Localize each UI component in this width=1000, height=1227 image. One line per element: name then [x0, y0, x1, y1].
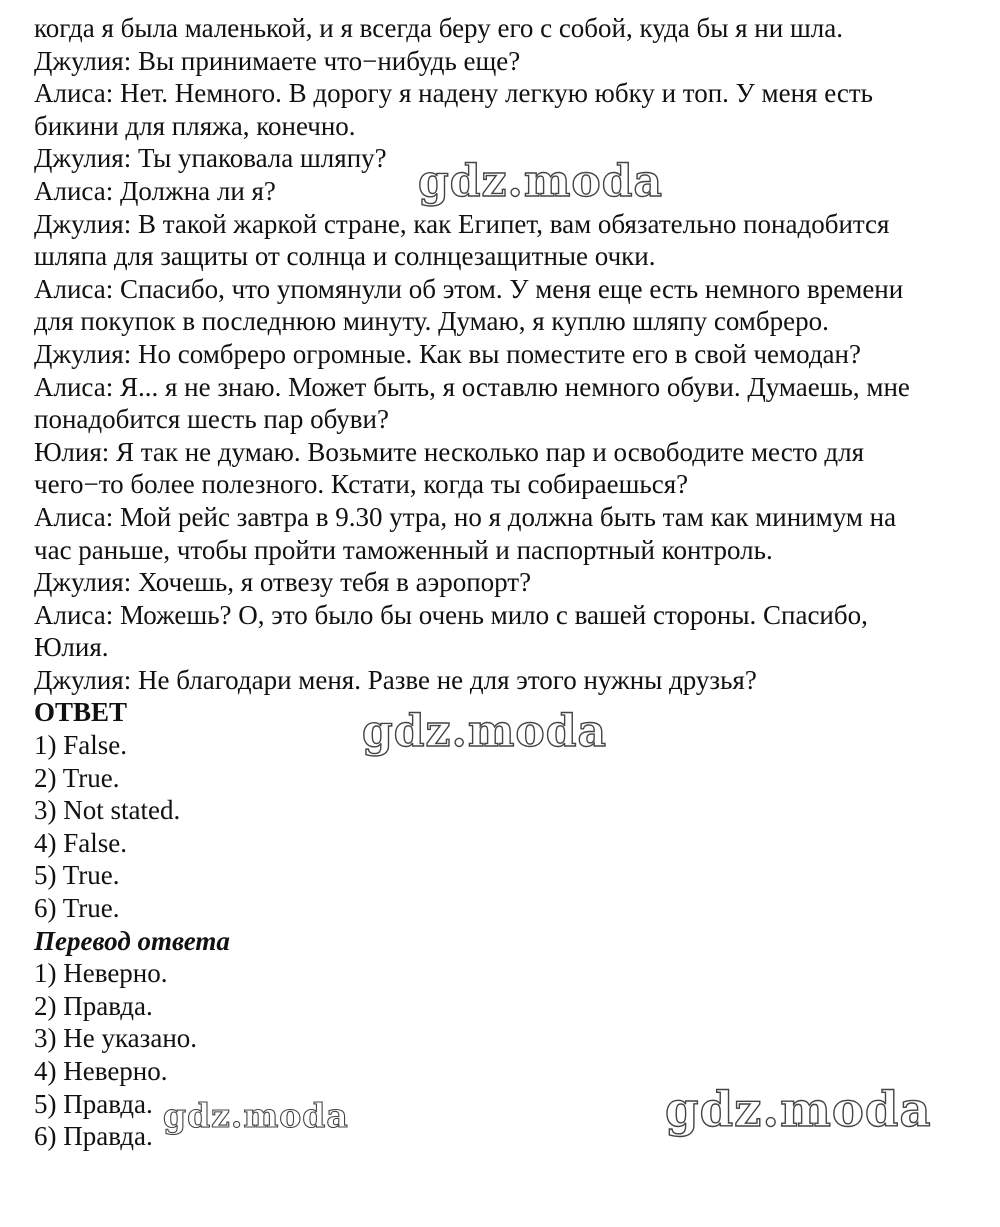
watermark: gdz.moda: [362, 706, 608, 757]
answer-heading: ОТВЕТ: [34, 697, 128, 728]
translation-item: 5) Правда.: [34, 1088, 153, 1119]
text-line: Юлия: Я так не думаю. Возьмите несколько пар и освободите место для: [34, 436, 864, 467]
text-line: Алиса: Мой рейс завтра в 9.30 утра, но я должна быть там как минимум на: [34, 501, 897, 532]
document-page: [34, 12, 984, 1153]
text-line: Алиса: Спасибо, что упомянули об этом. У меня еще есть немного времени: [34, 273, 904, 304]
text-line: когда я была маленькой, и я всегда беру его с собой, куда бы я ни шла.: [34, 13, 843, 43]
watermark: gdz.moda: [665, 1082, 932, 1138]
answer-item: 6) True.: [34, 893, 120, 924]
watermark: gdz.moda: [418, 156, 664, 207]
text-line: Джулия: Ты упаковала шляпу?: [34, 143, 387, 174]
text-line: чего−то более полезного. Кстати, когда ты собираешься?: [34, 469, 689, 500]
text-line: Джулия: Не благодари меня. Разве не для этого нужны друзья?: [34, 664, 757, 695]
text-line: Джулия: Но сомбреро огромные. Как вы поместите его в свой чемодан?: [34, 338, 861, 369]
answer-item: 4) False.: [34, 827, 127, 858]
text-line: шляпа для защиты от солнца и солнцезащитные очки.: [34, 241, 656, 272]
text-line: Алиса: Нет. Немного. В дорогу я надену легкую юбку и топ. У меня есть: [34, 78, 873, 109]
answer-item: 5) True.: [34, 860, 120, 891]
translation-heading: Перевод ответа: [34, 925, 230, 956]
text-line: Джулия: Хочешь, я отвезу тебя в аэропорт?: [34, 567, 532, 598]
translation-item: 1) Неверно.: [34, 958, 168, 989]
text-line: бикини для пляжа, конечно.: [34, 110, 356, 141]
translation-item: 2) Правда.: [34, 990, 153, 1021]
text-line: Юлия.: [34, 632, 109, 663]
translation-item: 6) Правда.: [34, 1121, 153, 1152]
text-line: Алиса: Я... я не знаю. Может быть, я оставлю немного обуви. Думаешь, мне: [34, 371, 910, 402]
text-line: Джулия: В такой жаркой стране, как Египет, вам обязательно понадобится: [34, 208, 890, 239]
answer-item: 3) Not stated.: [34, 795, 181, 826]
text-line: Алиса: Должна ли я?: [34, 175, 276, 206]
answer-item: 1) False.: [34, 730, 127, 761]
text-line: Джулия: Вы принимаете что−нибудь еще?: [34, 45, 521, 76]
text-line: для покупок в последнюю минуту. Думаю, я куплю шляпу сомбреро.: [34, 306, 829, 337]
watermark: gdz.moda: [163, 1096, 349, 1135]
text-line: Алиса: Можешь? О, это было бы очень мило с вашей стороны. Спасибо,: [34, 599, 868, 630]
text-line: понадобится шесть пар обуви?: [34, 404, 389, 435]
translation-item: 4) Неверно.: [34, 1056, 168, 1086]
answer-item: 2) True.: [34, 762, 120, 793]
translation-item: 3) Не указано.: [34, 1023, 198, 1054]
text-line: час раньше, чтобы пройти таможенный и паспортный контроль.: [34, 534, 773, 565]
